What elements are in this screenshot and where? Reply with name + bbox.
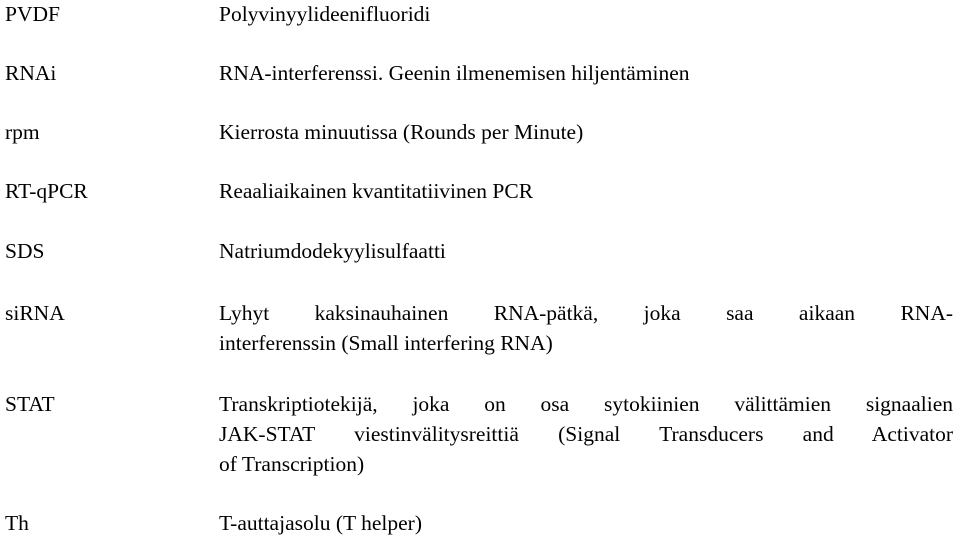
definition-line: interferenssin (Small interfering RNA) — [219, 331, 553, 355]
definition-line: Kierrosta minuutissa (Rounds per Minute) — [219, 120, 584, 144]
definition-line: RNA-interferenssi. Geenin ilmenemisen hiljentäminen — [219, 61, 690, 85]
definition — [219, 236, 953, 266]
abbreviation: siRNA — [5, 301, 65, 325]
abbreviation: STAT — [5, 392, 55, 416]
abbreviation: Th — [5, 511, 29, 535]
definition-line: Lyhyt kaksinauhainen RNA-pätkä, joka saa aikaan RNA- — [219, 301, 953, 325]
definition — [219, 508, 953, 538]
abbreviation: RNAi — [5, 61, 57, 85]
definition — [219, 0, 953, 29]
definition — [219, 298, 953, 358]
definition-line: T-auttajasolu (T helper) — [219, 511, 422, 535]
abbreviation: SDS — [5, 239, 45, 263]
definition-line: Natriumdodekyylisulfaatti — [219, 239, 446, 263]
definition-line: Reaaliaikainen kvantitatiivinen PCR — [219, 179, 534, 203]
abbreviation: rpm — [5, 120, 40, 144]
abbreviation: RT-qPCR — [5, 179, 88, 203]
definition — [219, 176, 953, 206]
definition — [219, 117, 953, 147]
definition-line: Transkriptiotekijä, joka on osa sytokiinien välittämien signaalien — [219, 392, 953, 416]
definition — [219, 389, 953, 479]
definition-line: Polyvinyylideenifluoridi — [219, 2, 431, 26]
definition — [219, 58, 953, 88]
abbreviation: PVDF — [5, 2, 60, 26]
definition-line: JAK-STAT viestinvälitysreittiä (Signal Transducers and Activator — [219, 422, 953, 446]
definition-line: of Transcription) — [219, 452, 365, 476]
